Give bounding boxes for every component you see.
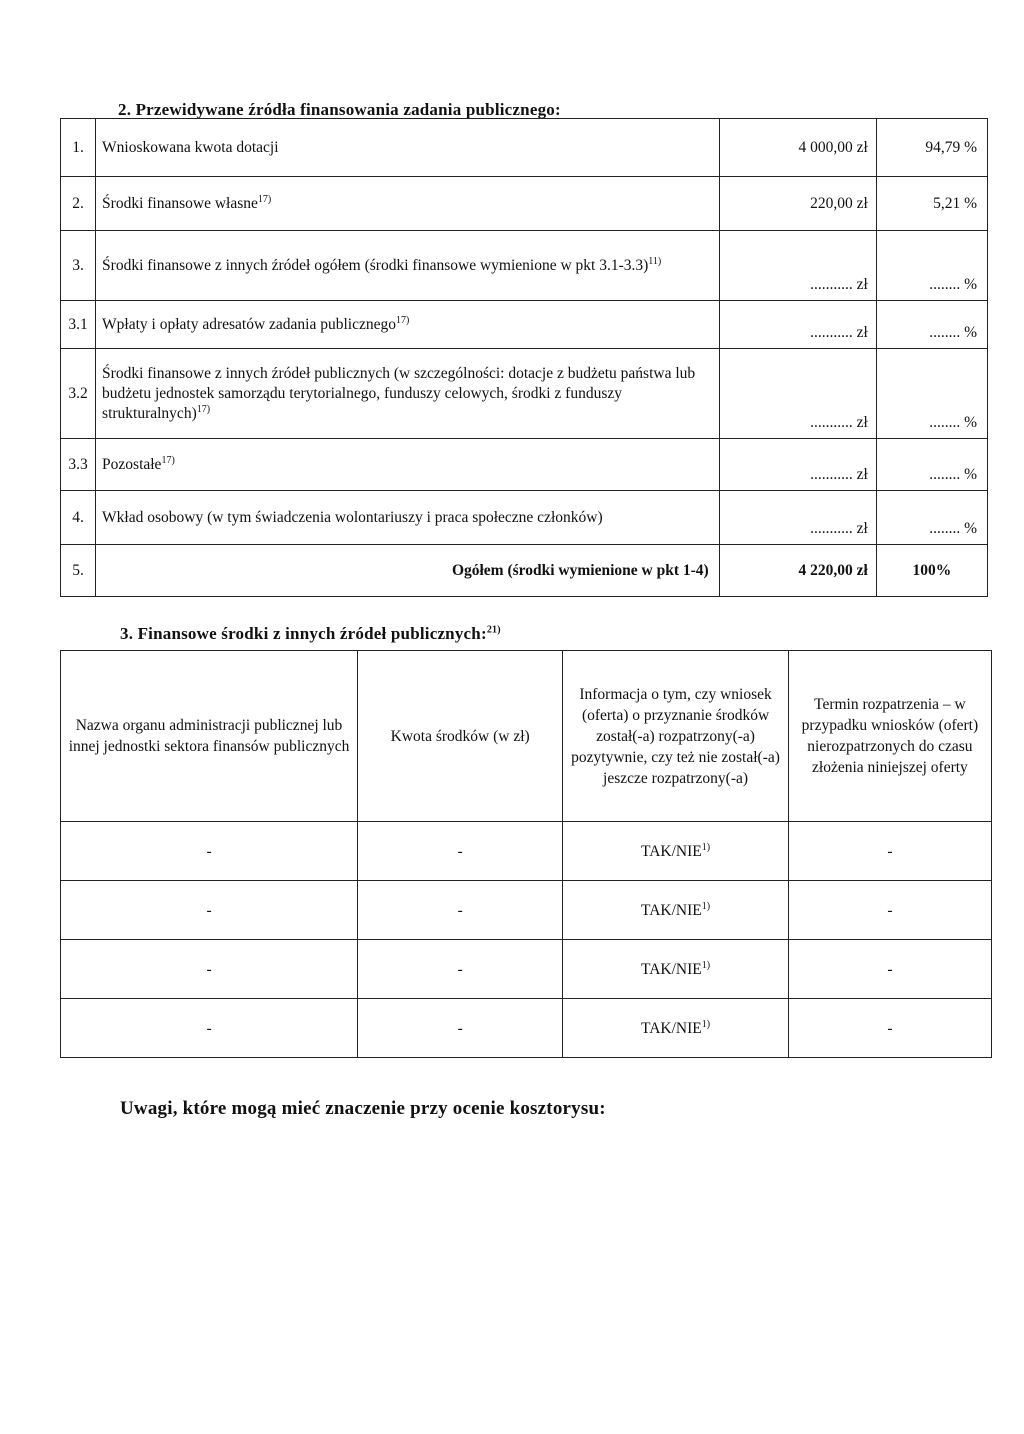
row-amount: ........... zł <box>719 349 876 439</box>
row-percent: ........ % <box>876 439 987 491</box>
row-number: 4. <box>61 491 96 545</box>
funding-sources-table <box>60 118 988 597</box>
row-label: Środki finansowe własne$^{17)}$ <box>96 177 720 231</box>
table-row <box>61 349 988 439</box>
table-header-row <box>61 651 992 822</box>
cell-status: TAK/NIE$^{1)}$ <box>563 940 789 999</box>
footnote-ref: 17) <box>396 314 410 326</box>
row-number: 2. <box>61 177 96 231</box>
footnote-ref: 1) <box>701 841 711 853</box>
cell-organ: - <box>61 881 358 940</box>
row-number: 1. <box>61 119 96 177</box>
column-header-status: Informacja o tym, czy wniosek (oferta) o przyznanie środków został(-a) rozpatrzony(-a) pozytywnie, czy też nie został(-a) jeszcze rozpatrzony(-a) <box>563 651 789 822</box>
table-row <box>61 881 992 940</box>
table-row <box>61 119 988 177</box>
row-amount: 220,00 zł <box>719 177 876 231</box>
row-amount: ........... zł <box>719 301 876 349</box>
total-percent: 100% <box>876 545 987 597</box>
cell-organ: - <box>61 940 358 999</box>
footnote-ref: 1) <box>701 959 711 971</box>
cell-organ: - <box>61 999 358 1058</box>
section-3-heading: 3. Finansowe środki z innych źródeł publicznych:$^{21)}$ <box>120 624 501 643</box>
row-percent: ........ % <box>876 231 987 301</box>
cell-amount: - <box>358 822 563 881</box>
row-amount: 4 000,00 zł <box>719 119 876 177</box>
cell-deadline: - <box>788 822 991 881</box>
row-percent: ........ % <box>876 349 987 439</box>
column-header-amount: Kwota środków (w zł) <box>358 651 563 822</box>
row-label: Środki finansowe z innych źródeł publicznych (w szczególności: dotacje z budżetu państwa lub budżetu jednostek samorządu terytorialnego, funduszy celowych, środki z funduszy strukturalnych)$^{17)}$ <box>96 349 720 439</box>
row-percent: ........ % <box>876 491 987 545</box>
row-number: 3. <box>61 231 96 301</box>
row-amount: ........... zł <box>719 231 876 301</box>
row-label: Wnioskowana kwota dotacji <box>96 119 720 177</box>
total-amount: 4 220,00 zł <box>719 545 876 597</box>
table-row <box>61 301 988 349</box>
cell-amount: - <box>358 940 563 999</box>
row-number: 3.1 <box>61 301 96 349</box>
cell-deadline: - <box>788 999 991 1058</box>
table-row <box>61 999 992 1058</box>
row-percent: 94,79 % <box>876 119 987 177</box>
section-2-heading: 2. Przewidywane źródła finansowania zadania publicznego: <box>118 100 561 119</box>
table-row <box>61 822 992 881</box>
table-row <box>61 439 988 491</box>
table-row <box>61 940 992 999</box>
footnote-ref: 17) <box>257 193 272 205</box>
total-row <box>61 545 988 597</box>
cell-status: TAK/NIE$^{1)}$ <box>563 881 789 940</box>
row-label: Pozostałe$^{17)}$ <box>96 439 720 491</box>
cell-deadline: - <box>788 881 991 940</box>
row-label: Środki finansowe z innych źródeł ogółem (środki finansowe wymienione w pkt 3.1-3.3)$^{11)}$ <box>96 231 720 301</box>
cell-status: TAK/NIE$^{1)}$ <box>563 822 789 881</box>
row-percent: 5,21 % <box>876 177 987 231</box>
row-amount: ........... zł <box>719 491 876 545</box>
cell-organ: - <box>61 822 358 881</box>
cell-status: TAK/NIE$^{1)}$ <box>563 999 789 1058</box>
row-label: Wkład osobowy (w tym świadczenia wolontariuszy i praca społeczne członków) <box>96 491 720 545</box>
cell-amount: - <box>358 999 563 1058</box>
footnote-ref: 11) <box>648 255 662 267</box>
footnote-ref: 1) <box>701 1018 711 1030</box>
row-number: 3.2 <box>61 349 96 439</box>
footnote-ref: 17) <box>161 454 175 466</box>
table-row <box>61 231 988 301</box>
table-row <box>61 177 988 231</box>
remarks-heading: Uwagi, które mogą mieć znaczenie przy ocenie kosztorysu: <box>120 1098 606 1119</box>
row-percent: ........ % <box>876 301 987 349</box>
column-header-organ: Nazwa organu administracji publicznej lub innej jednostki sektora finansów publicznych <box>61 651 358 822</box>
other-public-sources-table <box>60 650 992 1058</box>
footnote-ref: 17) <box>196 403 211 415</box>
cell-amount: - <box>358 881 563 940</box>
total-label: Ogółem (środki wymienione w pkt 1-4) <box>96 545 720 597</box>
row-amount: ........... zł <box>719 439 876 491</box>
table-row <box>61 491 988 545</box>
row-number: 3.3 <box>61 439 96 491</box>
footnote-ref: 21) <box>486 624 501 636</box>
row-label: Wpłaty i opłaty adresatów zadania publicznego$^{17)}$ <box>96 301 720 349</box>
cell-deadline: - <box>788 940 991 999</box>
row-number: 5. <box>61 545 96 597</box>
footnote-ref: 1) <box>701 900 711 912</box>
column-header-deadline: Termin rozpatrzenia – w przypadku wniosków (ofert) nierozpatrzonych do czasu złożenia niniejszej oferty <box>788 651 991 822</box>
